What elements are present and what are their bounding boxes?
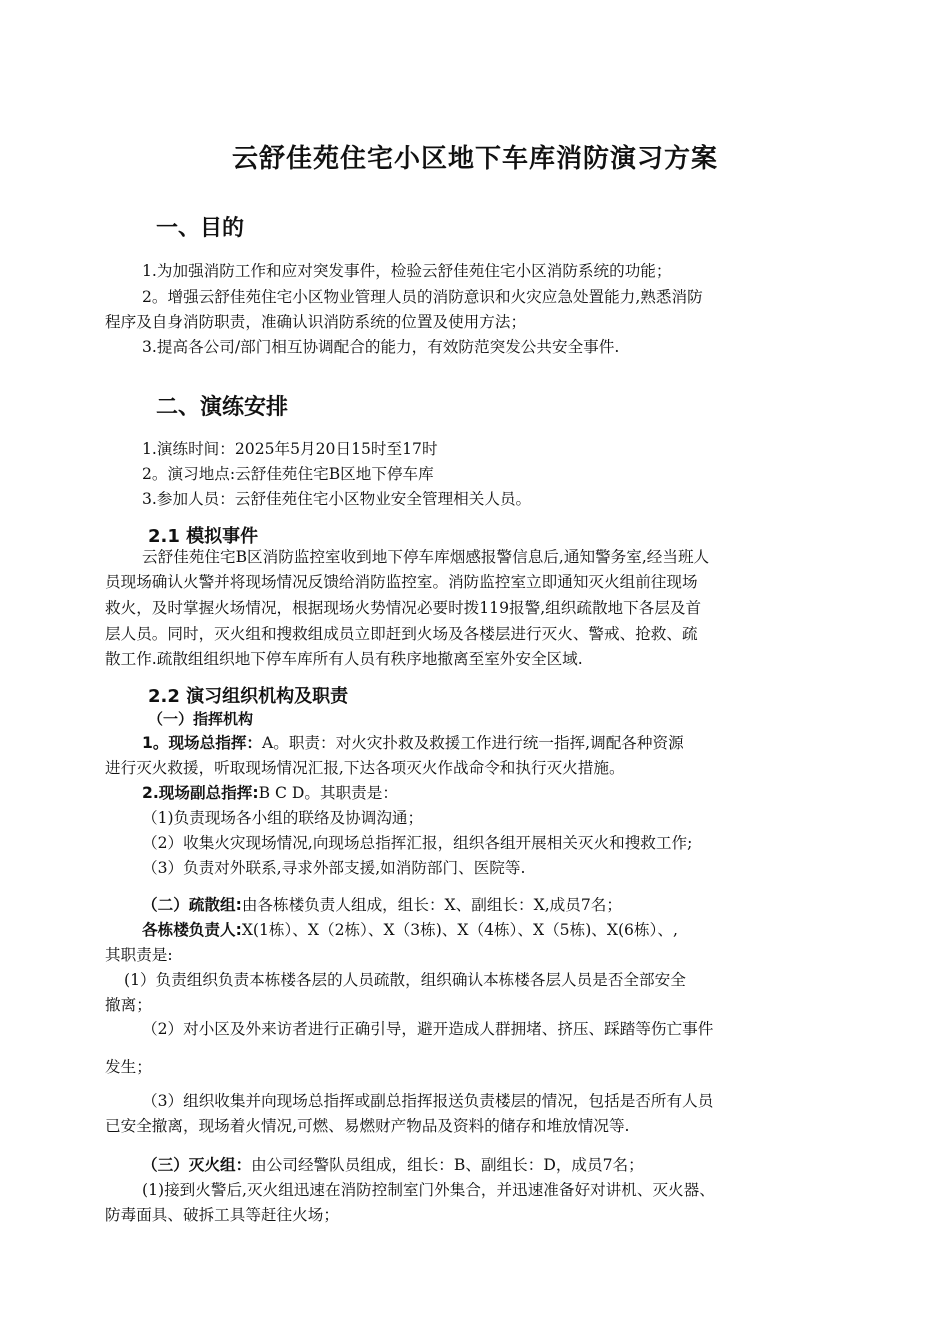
paragraph-line: 员现场确认火警并将现场情况反馈给消防监控室。消防监控室立即通知灭火组前往现场 xyxy=(105,573,698,591)
deputy-commander-line xyxy=(142,782,398,804)
paragraph-line: 进行灭火救援，听取现场情况汇报,下达各项灭火作战命令和执行灭火措施。 xyxy=(105,759,625,777)
evacuation-group-text: 由各栋楼负责人组成，组长：X、副组长：X,成员7名； xyxy=(241,896,622,914)
paragraph-line: 散工作.疏散组组织地下停车库所有人员有秩序地撤离至室外安全区域. xyxy=(105,650,583,668)
section-heading-arrangement: 二、演练安排 xyxy=(156,395,289,420)
fire-group-line xyxy=(142,1154,644,1176)
duty-line: (1)接到火警后,灭火组迅速在消防控制室门外集合，并迅速准备好对讲机、灭火器、 xyxy=(142,1181,715,1199)
duty-line: （2）收集火灾现场情况,向现场总指挥汇报，组织各组开展相关灭火和搜救工作; xyxy=(142,834,693,852)
paragraph-line: 防毒面具、破拆工具等赶往火场； xyxy=(105,1206,339,1224)
fire-group-label: （三）灭火组： xyxy=(142,1156,252,1174)
duty-line: (1）负责组织负责本栋楼各层的人员疏散，组织确认本栋楼各层人员是否全部安全 xyxy=(124,971,686,989)
subsection-heading-simulated-event: 2.1 模拟事件 xyxy=(148,526,259,547)
paragraph-line: 已安全撤离，现场着火情况,可燃、易燃财产物品及资料的储存和堆放情况等. xyxy=(105,1117,630,1135)
paragraph-line: 3.提高各公司/部门相互协调配合的能力，有效防范突发公共安全事件. xyxy=(142,338,620,356)
paragraph-line: 层人员。同时，灭火组和搜救组成员立即赶到火场及各楼层进行灭火、警戒、抢救、疏 xyxy=(105,625,698,643)
deputy-commander-label: 2.现场副总指挥: xyxy=(142,784,259,802)
chief-commander-line xyxy=(142,732,684,754)
building-leaders-line xyxy=(142,919,678,941)
evacuation-group-line xyxy=(142,894,622,916)
paragraph-line: 3.参加人员：云舒佳苑住宅小区物业安全管理相关人员。 xyxy=(142,490,532,508)
paragraph-line: 2。增强云舒佳苑住宅小区物业管理人员的消防意识和火灾应急处置能力,熟悉消防 xyxy=(142,288,703,306)
paragraph-line: 2。演习地点:云舒佳苑住宅B区地下停车库 xyxy=(142,465,434,483)
evacuation-group-label: （二）疏散组: xyxy=(142,896,242,914)
paragraph-line: 云舒佳苑住宅B区消防监控室收到地下停车库烟感报警信息后,通知警务室,经当班人 xyxy=(142,548,710,566)
deputy-commander-text: B C D。其职责是： xyxy=(258,784,398,802)
chief-commander-label: 1。现场总指挥： xyxy=(142,734,263,752)
duty-line: （3）组织收集并向现场总指挥或副总指挥报送负责楼层的情况，包括是否所有人员 xyxy=(142,1092,714,1110)
paragraph-line: 1.为加强消防工作和应对突发事件，检验云舒佳苑住宅小区消防系统的功能； xyxy=(142,262,672,280)
paragraph-line: 发生； xyxy=(105,1058,152,1076)
command-heading: （一）指挥机构 xyxy=(148,710,254,728)
chief-commander-text: A。职责：对火灾扑救及救援工作进行统一指挥,调配各种资源 xyxy=(262,734,684,752)
duty-line: （3）负责对外联系,寻求外部支援,如消防部门、医院等. xyxy=(142,859,526,877)
section-heading-purpose: 一、目的 xyxy=(156,216,245,241)
paragraph-line: 1.演练时间：2025年5月20日15时至17时 xyxy=(142,440,438,458)
paragraph-line: 救火，及时掌握火场情况，根据现场火势情况必要时拨119报警,组织疏散地下各层及首 xyxy=(105,599,702,617)
subsection-heading-organization: 2.2 演习组织机构及职责 xyxy=(148,686,349,707)
document-title: 云舒佳苑住宅小区地下车库消防演习方案 xyxy=(231,144,718,174)
paragraph-line: 其职责是: xyxy=(105,946,173,964)
duty-line: （1)负责现场各小组的联络及协调沟通； xyxy=(142,809,424,827)
paragraph-line: 撤离； xyxy=(105,996,152,1014)
building-leaders-label: 各栋楼负责人: xyxy=(142,921,242,939)
building-leaders-text: X(1栋）、X（2栋）、X（3栋)、X（4栋）、X（5栋)、X(6栋）、, xyxy=(241,921,678,939)
paragraph-line: 程序及自身消防职责，准确认识消防系统的位置及使用方法； xyxy=(105,313,527,331)
duty-line: （2）对小区及外来访者进行正确引导，避开造成人群拥堵、挤压、踩踏等伤亡事件 xyxy=(142,1020,714,1038)
fire-group-text: 由公司经警队员组成，组长：B、副组长：D，成员7名； xyxy=(251,1156,644,1174)
